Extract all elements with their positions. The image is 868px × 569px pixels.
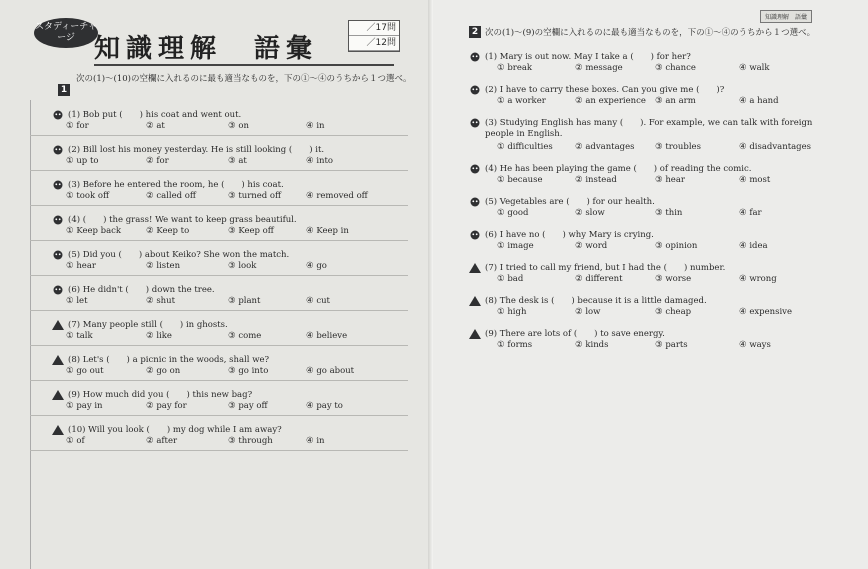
title-underline [94, 64, 394, 66]
option-1[interactable]: ① image [497, 241, 534, 251]
question-text: Many people still ( ) in ghosts. [82, 320, 228, 330]
level-face-icon [52, 250, 64, 260]
question-left-4 [52, 213, 297, 225]
level-face-icon [52, 110, 64, 120]
question-right-7 [469, 261, 725, 273]
level-triangle-icon [52, 425, 64, 435]
left-page [0, 0, 433, 569]
level-face-icon [469, 85, 481, 95]
question-text: How much did you ( ) this new bag? [82, 390, 253, 400]
option-2[interactable]: ② pay for [146, 401, 187, 411]
option-3[interactable]: ③ cheap [655, 307, 692, 317]
option-1[interactable]: ① forms [497, 340, 533, 350]
question-left-5 [52, 248, 289, 260]
option-4[interactable]: ④ in [306, 121, 325, 131]
question-number: (3) [485, 118, 500, 128]
question-number: (9) [68, 390, 83, 400]
question-text: Mary is out now. May I take a ( ) for her? [499, 52, 691, 62]
question-left-3 [52, 178, 284, 190]
question-text: He has been playing the game ( ) of reading the comic. [499, 164, 752, 174]
score-box [348, 20, 400, 52]
row-divider [30, 205, 408, 206]
question-left-7 [52, 318, 228, 330]
option-1[interactable]: ① Keep back [66, 226, 122, 236]
question-text: I have to carry these boxes. Can you give me ( )? [499, 85, 725, 95]
option-2[interactable]: ② after [146, 436, 178, 446]
level-face-icon [52, 145, 64, 155]
level-face-icon [469, 118, 481, 128]
question-number: (7) [485, 263, 500, 273]
option-2[interactable]: ② slow [575, 208, 605, 218]
option-2[interactable]: ② word [575, 241, 608, 251]
study-charge-badge: スタディーチャージ [34, 18, 98, 48]
option-4[interactable]: ④ most [739, 175, 771, 185]
question-text: The desk is ( ) because it is a little damaged. [499, 296, 707, 306]
option-4[interactable]: ④ idea [739, 241, 768, 251]
question-left-2 [52, 143, 324, 155]
question-right-3 [469, 116, 812, 128]
question-number: (8) [68, 355, 83, 365]
option-3[interactable]: ③ look [228, 261, 257, 271]
question-text-continued: people in English. [485, 129, 563, 139]
option-2[interactable]: ② advantages [575, 142, 635, 152]
question-number: (10) [68, 425, 89, 435]
question-text: ( ) the grass! We want to keep grass beautiful. [82, 215, 297, 225]
option-4[interactable]: ④ Keep in [306, 226, 349, 236]
question-number: (8) [485, 296, 500, 306]
question-number: (7) [68, 320, 83, 330]
option-4[interactable]: ④ believe [306, 331, 348, 341]
row-divider [30, 415, 408, 416]
option-1[interactable]: ① of [66, 436, 85, 446]
question-number: (1) [485, 52, 500, 62]
question-left-8 [52, 353, 269, 365]
level-triangle-icon [469, 329, 481, 339]
option-1[interactable]: ① for [66, 121, 89, 131]
level-face-icon [52, 180, 64, 190]
row-divider [30, 275, 408, 276]
row-divider [30, 450, 408, 451]
question-number: (6) [68, 285, 83, 295]
option-3[interactable]: ③ Keep off [228, 226, 274, 236]
question-number: (6) [485, 230, 500, 240]
option-1[interactable]: ① go out [66, 366, 104, 376]
option-4[interactable]: ④ go about [306, 366, 355, 376]
level-face-icon [469, 164, 481, 174]
row-divider [30, 310, 408, 311]
option-3[interactable]: ③ plant [228, 296, 261, 306]
question-text: I have no ( ) why Mary is crying. [499, 230, 654, 240]
option-1[interactable]: ① up to [66, 156, 99, 166]
level-triangle-icon [52, 320, 64, 330]
question-text: There are lots of ( ) to save energy. [499, 329, 665, 339]
option-3[interactable]: ③ thin [655, 208, 683, 218]
question-number: (4) [68, 215, 83, 225]
question-left-1 [52, 108, 241, 120]
option-2[interactable]: ② called off [146, 191, 196, 201]
option-3[interactable]: ③ an arm [655, 96, 696, 106]
option-3[interactable]: ③ hear [655, 175, 685, 185]
header-tag: 知識理解 語彙 [760, 10, 812, 23]
question-right-2 [469, 83, 724, 95]
question-right-1 [469, 50, 691, 62]
option-2[interactable]: ② listen [146, 261, 181, 271]
option-4[interactable]: ④ cut [306, 296, 330, 306]
option-3[interactable]: ③ turned off [228, 191, 282, 201]
option-2[interactable]: ② shut [146, 296, 176, 306]
option-2[interactable]: ② like [146, 331, 172, 341]
option-2[interactable]: ② Keep to [146, 226, 190, 236]
option-3[interactable]: ③ on [228, 121, 249, 131]
question-right-5 [469, 195, 655, 207]
row-divider [30, 380, 408, 381]
question-number: (2) [68, 145, 83, 155]
option-3[interactable]: ③ chance [655, 63, 696, 73]
option-2[interactable]: ② an experience [575, 96, 646, 106]
score-bottom: ／12問 [349, 36, 399, 51]
option-4[interactable]: ④ go [306, 261, 327, 271]
option-1[interactable]: ① took off [66, 191, 109, 201]
option-3[interactable]: ③ troubles [655, 142, 701, 152]
row-divider [30, 345, 408, 346]
option-3[interactable]: ③ go into [228, 366, 269, 376]
question-text: Did you ( ) about Keiko? She won the match. [82, 250, 290, 260]
page-title: 知識理解 語彙 [94, 34, 319, 64]
option-1[interactable]: ① talk [66, 331, 93, 341]
level-triangle-icon [469, 296, 481, 306]
question-number: (5) [485, 197, 500, 207]
option-4[interactable]: ④ a hand [739, 96, 779, 106]
level-face-icon [469, 52, 481, 62]
option-2[interactable]: ② for [146, 156, 169, 166]
question-left-9 [52, 388, 252, 400]
option-1[interactable]: ① because [497, 175, 543, 185]
option-4[interactable]: ④ walk [739, 63, 770, 73]
section-number-2: 2 [469, 26, 481, 38]
option-4[interactable]: ④ expensive [739, 307, 793, 317]
question-text: Will you look ( ) my dog while I am away? [88, 425, 282, 435]
question-right-8 [469, 294, 707, 306]
question-text: I tried to call my friend, but I had the ( ) number. [499, 263, 726, 273]
option-1[interactable]: ① high [497, 307, 527, 317]
option-1[interactable]: ① bad [497, 274, 524, 284]
option-3[interactable]: ③ come [228, 331, 262, 341]
level-face-icon [52, 215, 64, 225]
question-number: (3) [68, 180, 83, 190]
right-page [433, 0, 868, 569]
level-face-icon [469, 197, 481, 207]
option-1[interactable]: ① a worker [497, 96, 546, 106]
level-face-icon [52, 285, 64, 295]
question-number: (9) [485, 329, 500, 339]
row-divider [30, 240, 408, 241]
option-4[interactable]: ④ ways [739, 340, 771, 350]
option-4[interactable]: ④ pay to [306, 401, 343, 411]
option-3[interactable]: ③ opinion [655, 241, 698, 251]
option-1[interactable]: ① let [66, 296, 88, 306]
option-1[interactable]: ① pay in [66, 401, 103, 411]
level-face-icon [469, 230, 481, 240]
option-3[interactable]: ③ pay off [228, 401, 268, 411]
option-1[interactable]: ① difficulties [497, 142, 553, 152]
option-1[interactable]: ① hear [66, 261, 96, 271]
option-2[interactable]: ② kinds [575, 340, 609, 350]
option-4[interactable]: ④ removed off [306, 191, 368, 201]
option-3[interactable]: ③ at [228, 156, 247, 166]
option-2[interactable]: ② different [575, 274, 623, 284]
question-text: Studying English has many ( ). For example, we can talk with foreign [499, 118, 813, 128]
instruction-1: 次の(1)〜(10)の空欄に入れるのに最も適当なものを，下の①〜④のうちから１つ選べ。 [76, 74, 412, 84]
question-left-10 [52, 423, 282, 435]
question-number: (1) [68, 110, 83, 120]
option-4[interactable]: ④ into [306, 156, 334, 166]
question-text: Bill lost his money yesterday. He is still looking ( ) it. [82, 145, 325, 155]
score-top: ／17問 [349, 21, 399, 36]
question-number: (2) [485, 85, 500, 95]
option-3[interactable]: ③ through [228, 436, 273, 446]
level-triangle-icon [52, 390, 64, 400]
option-4[interactable]: ④ in [306, 436, 325, 446]
question-right-4 [469, 162, 751, 174]
option-4[interactable]: ④ disadvantages [739, 142, 812, 152]
option-2[interactable]: ② instead [575, 175, 617, 185]
question-number: (5) [68, 250, 83, 260]
option-2[interactable]: ② at [146, 121, 165, 131]
option-2[interactable]: ② go on [146, 366, 181, 376]
option-4[interactable]: ④ wrong [739, 274, 777, 284]
option-3[interactable]: ③ parts [655, 340, 688, 350]
section-number-1: 1 [58, 84, 70, 96]
row-divider [30, 135, 408, 136]
level-triangle-icon [469, 263, 481, 273]
option-1[interactable]: ① break [497, 63, 533, 73]
question-text: Let's ( ) a picnic in the woods, shall we? [82, 355, 270, 365]
question-text: Bob put ( ) his coat and went out. [82, 110, 242, 120]
option-3[interactable]: ③ worse [655, 274, 692, 284]
question-right-6 [469, 228, 654, 240]
question-left-6 [52, 283, 215, 295]
question-number: (4) [485, 164, 500, 174]
question-right-9 [469, 327, 665, 339]
option-2[interactable]: ② low [575, 307, 601, 317]
option-4[interactable]: ④ far [739, 208, 762, 218]
instruction-2: 次の(1)〜(9)の空欄に入れるのに最も適当なものを，下の①〜④のうちから１つ選べ。 [485, 28, 816, 38]
level-triangle-icon [52, 355, 64, 365]
option-1[interactable]: ① good [497, 208, 529, 218]
option-2[interactable]: ② message [575, 63, 623, 73]
question-text: Vegetables are ( ) for our health. [499, 197, 655, 207]
question-text: Before he entered the room, he ( ) his coat. [82, 180, 284, 190]
row-divider [30, 170, 408, 171]
question-text: He didn't ( ) down the tree. [82, 285, 215, 295]
